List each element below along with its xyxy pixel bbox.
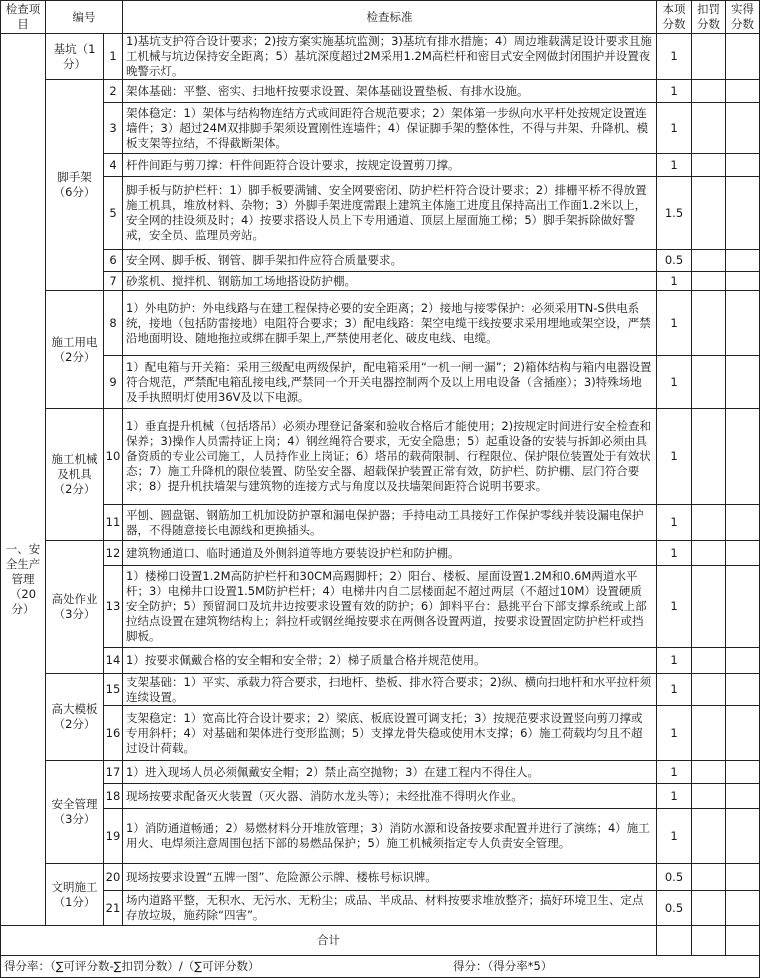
row-number: 1 [104,34,123,80]
score-rate-formula [1,956,657,978]
row-actual-input[interactable] [726,80,760,103]
header-standard: 检查标准 [123,1,657,34]
row-penalty-input[interactable] [692,648,726,674]
table-row [1,809,760,864]
row-standard: 1)基坑支护符合设计要求；2)按方案实施基坑监测；3)基坑有排水措施；4）周边堆载满足设计要求且施工机械与坑边保持安全距离；5）基坑深度超过2M采用1.2M高栏杆和密目式安全网做封闭围护并设置夜晚警示灯。 [123,34,657,80]
row-actual-input[interactable] [726,177,760,250]
row-score: 1 [657,809,692,864]
table-row [1,250,760,272]
row-actual-input[interactable] [726,409,760,505]
table-row [1,272,760,291]
row-score: 1.5 [657,177,692,250]
row-number: 7 [104,272,123,291]
row-penalty-input[interactable] [692,272,726,291]
header-category: 检查项目 [1,1,46,34]
total-row [1,926,760,956]
table-row [1,505,760,541]
row-penalty-input[interactable] [692,80,726,103]
row-penalty-input[interactable] [692,891,726,926]
row-score: 1 [657,761,692,784]
row-number: 16 [104,706,123,761]
row-actual-input[interactable] [726,103,760,154]
table-row [1,177,760,250]
group-label: 施工用电（2分） [46,291,104,409]
row-penalty-input[interactable] [692,784,726,809]
row-score: 1 [657,356,692,409]
row-standard: 1）配电箱与开关箱：采用三级配电两级保护，配电箱采用“一机一闸一漏”；2)箱体结构与箱内电器设置符合规范，严禁配电箱乱接电线,严禁同一个开关电器控制两个及以上用电设备（含插座）；3)特殊场地及手执照明灯使用36V及以下电源。 [123,356,657,409]
row-number: 13 [104,566,123,648]
footer-row [1,956,760,978]
row-penalty-input[interactable] [692,674,726,706]
table-row [1,103,760,154]
row-score: 1 [657,674,692,706]
row-score: 1 [657,648,692,674]
row-actual-input[interactable] [726,648,760,674]
header-actual: 实得分数 [726,1,760,34]
row-number: 14 [104,648,123,674]
row-number: 6 [104,250,123,272]
row-actual-input[interactable] [726,761,760,784]
row-actual-input[interactable] [726,706,760,761]
row-score: 1 [657,409,692,505]
row-standard: 架体基础：平整、密实、扫地杆按要求设置、架体基础设置垫板、有排水设施。 [123,80,657,103]
row-penalty-input[interactable] [692,154,726,177]
total-actual[interactable] [726,926,760,956]
header-number: 编号 [46,1,123,34]
row-standard: 现场按要求设置“五牌一图”、危险源公示牌、楼栋号标识牌。 [123,864,657,891]
row-number: 4 [104,154,123,177]
row-standard: 架体稳定：1）架体与结构物连结方式或间距符合规范要求；2）架体第一步纵向水平杆处按规定设置连墙件；3）超过24M双排脚手架须设置刚性连墙件；4）保证脚手架的整体性，不得与井架、升降机、模板支架等拉结，不得截断架体。 [123,103,657,154]
table-row [1,356,760,409]
row-number: 10 [104,409,123,505]
score-formula: 得分：（得分率*5） [453,959,553,973]
row-standard: 1）按要求佩戴合格的安全帽和安全带；2）梯子质量合格并规范使用。 [123,648,657,674]
table-row [1,80,760,103]
table-row [1,674,760,706]
row-penalty-input[interactable] [692,409,726,505]
row-actual-input[interactable] [726,809,760,864]
total-score[interactable] [657,926,692,956]
row-standard: 1）消防通道畅通；2）易燃材料分开堆放管理；3）消防水源和设备按要求配置并进行了演练；4）施工用火、电焊须注意周围包括下部的易燃品保护；5）施工机械须指定专人负责安全管理。 [123,809,657,864]
row-penalty-input[interactable] [692,864,726,891]
row-actual-input[interactable] [726,505,760,541]
group-label: 基坑（1分） [46,34,104,80]
row-actual-input[interactable] [726,272,760,291]
row-penalty-input[interactable] [692,541,726,566]
row-standard: 砂浆机、搅拌机、钢筋加工场地搭设防护棚。 [123,272,657,291]
row-standard: 安全网、脚手板、钢管、脚手架扣件应符合质量要求。 [123,250,657,272]
row-score: 1 [657,566,692,648]
total-penalty[interactable] [692,926,726,956]
table-row [1,34,760,80]
group-label: 施工机械及机具（2分） [46,409,104,541]
row-score: 1 [657,103,692,154]
row-penalty-input[interactable] [692,706,726,761]
row-actual-input[interactable] [726,541,760,566]
row-score: 0.5 [657,864,692,891]
row-actual-input[interactable] [726,864,760,891]
row-score: 0.5 [657,891,692,926]
row-score: 0.5 [657,250,692,272]
row-number: 21 [104,891,123,926]
row-number: 12 [104,541,123,566]
row-number: 15 [104,674,123,706]
row-standard: 杆件间距与剪刀撑：杆件间距符合设计要求，按规定设置剪刀撑。 [123,154,657,177]
table-row [1,784,760,809]
row-penalty-input[interactable] [692,103,726,154]
group-label: 安全管理（3分） [46,761,104,864]
table-row [1,706,760,761]
total-label: 合计 [1,926,657,956]
row-penalty-input[interactable] [692,505,726,541]
row-standard: 脚手板与防护栏杆：1）脚手板要满铺、安全网要密闭、防护栏杆符合设计要求；2）排栅平桥不得放置施工机具，堆放材料、杂物；3）外脚手架进度需跟上建筑主体施工进度且保持高出工作面1.2米以上，安全网的挂设须及时；4）按要求搭设人员上下专用通道、顶层上屋面施工梯；5）脚手架拆除做好警戒，安全员、监理员旁站。 [123,177,657,250]
row-actual-input[interactable] [726,891,760,926]
row-score: 1 [657,706,692,761]
row-actual-input[interactable] [726,34,760,80]
row-actual-input[interactable] [726,784,760,809]
row-score: 1 [657,80,692,103]
row-actual-input[interactable] [726,154,760,177]
table-row [1,154,760,177]
row-score: 1 [657,291,692,356]
row-penalty-input[interactable] [692,566,726,648]
row-standard: 支架稳定：1）宽高比符合设计要求；2）梁底、板底设置可调支托；3）按规范要求设置竖向剪刀撑或专用斜杆；4）对基础和架体进行变形监测；5）支撑龙骨失稳或使用木支撑；6）施工荷载均匀且不超过设计荷载。 [123,706,657,761]
table-row [1,761,760,784]
score-rate-formula-text: 得分率：（∑可评分数-∑扣罚分数）/（∑可评分数） [4,959,260,973]
table-row [1,566,760,648]
row-actual-input[interactable] [726,356,760,409]
row-number: 2 [104,80,123,103]
group-label: 文明施工（1分） [46,864,104,926]
table-row [1,648,760,674]
row-standard: 现场按要求配备灭火装置（灭火器、消防水龙头等）；未经批准不得明火作业。 [123,784,657,809]
row-penalty-input[interactable] [692,250,726,272]
row-number: 19 [104,809,123,864]
row-penalty-input[interactable] [692,34,726,80]
row-number: 17 [104,761,123,784]
row-actual-input[interactable] [726,250,760,272]
row-penalty-input[interactable] [692,291,726,356]
group-label: 高处作业（3分） [46,541,104,674]
row-score: 1 [657,34,692,80]
row-standard: 1）垂直提升机械（包括塔吊）必须办理登记备案和验收合格后才能使用；2)按规定时间进行安全检查和保养；3)操作人员需持证上岗；4）钢丝绳符合要求，无安全隐患；5）起重设备的安装与拆卸必须由具备资质的专业公司施工，人员持作业上岗证；6）塔吊的载荷限制、行程限位、保护限位装置处于有效状态；7）施工升降机的限位装置、防坠安全器、超载保护装置正常有效，防护栏、防护棚、层门符合要求；8）提升机扶墙架与建筑物的连接方式与角度以及扶墙架间距符合说明书要求。 [123,409,657,505]
table-row [1,541,760,566]
header-row [1,1,760,34]
row-number: 18 [104,784,123,809]
row-number: 3 [104,103,123,154]
row-standard: 建筑物通道口、临时通道及外侧斜道等地方要装设护栏和防护棚。 [123,541,657,566]
row-number: 20 [104,864,123,891]
row-standard: 1）楼梯口设置1.2M高防护栏杆和30CM高踢脚杆；2）阳台、楼板、屋面设置1.2M和0.6M两道水平杆；3）电梯井口设置1.5M防护栏杆；4）电梯井内自二层楼面起不超过两层（不超过10M）设置硬质安全防护；5）预留洞口及坑井边按要求设置有效的防护；6）卸料平台：悬挑平台下部支撑系统或上部拉结点设置在建筑物结构上；斜拉杆或钢丝绳按要求在两侧各设置两道，按要求设置固定防护栏杆或挡脚板。 [123,566,657,648]
row-actual-input[interactable] [726,291,760,356]
row-actual-input[interactable] [726,674,760,706]
table-row [1,291,760,356]
header-item-score: 本项分数 [657,1,692,34]
row-standard: 1）外电防护：外电线路与在建工程保持必要的安全距离；2）接地与接零保护：必须采用TN-S供电系统，接地（包括防雷接地）电阻符合要求；3）配电线路：架空电缆干线按要求采用埋地或架空设，严禁沿地面明设、随地拖拉或绑在脚手架上,严禁使用老化、破皮电线、电缆。 [123,291,657,356]
category-cell: 一、安全生产管理（20分） [1,34,46,926]
row-standard: 支架基础：1）平实、承载力符合要求，扫地杆、垫板、排水符合要求；2)纵、横向扫地杆和水平拉杆须连续设置。 [123,674,657,706]
row-penalty-input[interactable] [692,177,726,250]
row-penalty-input[interactable] [692,761,726,784]
row-penalty-input[interactable] [692,356,726,409]
group-label: 高大模板（2分） [46,674,104,761]
row-penalty-input[interactable] [692,809,726,864]
row-actual-input[interactable] [726,566,760,648]
row-score: 1 [657,784,692,809]
row-standard: 平刨、圆盘锯、钢筋加工机加设防护罩和漏电保护器；手持电动工具接好工作保护零线并装设漏电保护器，不得随意接长电源线和更换插头。 [123,505,657,541]
header-penalty: 扣罚分数 [692,1,726,34]
row-standard: 场内道路平整，无积水、无污水、无粉尘；成品、半成品、材料按要求堆放整齐；搞好环境卫生、定点存放垃圾，施药除“四害”。 [123,891,657,926]
table-row [1,409,760,505]
row-score: 1 [657,541,692,566]
group-label: 脚手架（6分） [46,80,104,291]
row-standard: 1）进入现场人员必须佩戴安全帽；2）禁止高空抛物；3）在建工程内不得住人。 [123,761,657,784]
row-number: 5 [104,177,123,250]
row-score: 1 [657,505,692,541]
footer-blank [657,956,760,978]
row-number: 11 [104,505,123,541]
row-score: 1 [657,272,692,291]
row-number: 8 [104,291,123,356]
row-score: 1 [657,154,692,177]
table-row [1,864,760,891]
table-row [1,891,760,926]
row-number: 9 [104,356,123,409]
